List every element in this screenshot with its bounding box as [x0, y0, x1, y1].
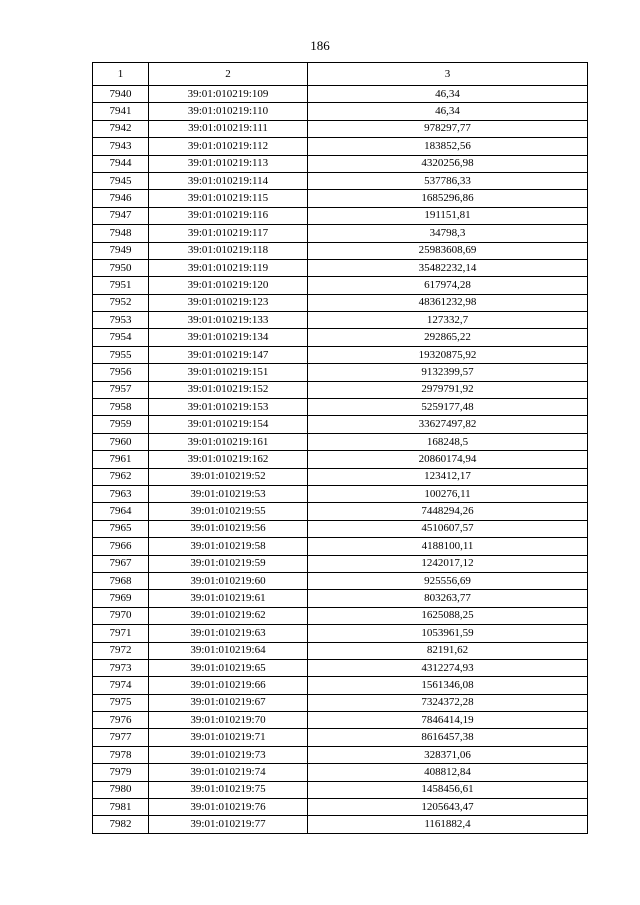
cadastral-number-cell: 39:01:010219:154 — [149, 416, 308, 433]
table-row — [93, 694, 588, 711]
table-row — [93, 207, 588, 224]
value-cell: 7846414,19 — [308, 712, 588, 729]
cadastral-number-cell: 39:01:010219:118 — [149, 242, 308, 259]
cadastral-number-cell: 39:01:010219:65 — [149, 659, 308, 676]
row-number-cell: 7961 — [93, 451, 149, 468]
value-cell: 35482232,14 — [308, 259, 588, 276]
cadastral-number-cell: 39:01:010219:161 — [149, 433, 308, 450]
table-row — [93, 520, 588, 537]
cadastral-number-cell: 39:01:010219:75 — [149, 781, 308, 798]
value-cell: 46,34 — [308, 103, 588, 120]
row-number-cell: 7956 — [93, 364, 149, 381]
row-number-cell: 7955 — [93, 346, 149, 363]
table-row — [93, 190, 588, 207]
table-row — [93, 138, 588, 155]
value-cell: 5259177,48 — [308, 399, 588, 416]
cadastral-number-cell: 39:01:010219:152 — [149, 381, 308, 398]
cadastral-number-cell: 39:01:010219:113 — [149, 155, 308, 172]
cadastral-number-cell: 39:01:010219:147 — [149, 346, 308, 363]
cadastral-number-cell: 39:01:010219:120 — [149, 277, 308, 294]
cadastral-number-cell: 39:01:010219:59 — [149, 555, 308, 572]
table-row — [93, 781, 588, 798]
row-number-cell: 7942 — [93, 120, 149, 137]
table-row — [93, 242, 588, 259]
cadastral-number-cell: 39:01:010219:117 — [149, 225, 308, 242]
table-row — [93, 642, 588, 659]
value-cell: 1205643,47 — [308, 799, 588, 816]
row-number-cell: 7970 — [93, 607, 149, 624]
table-row — [93, 155, 588, 172]
table-row — [93, 259, 588, 276]
row-number-cell: 7967 — [93, 555, 149, 572]
table-row — [93, 607, 588, 624]
cadastral-number-cell: 39:01:010219:63 — [149, 625, 308, 642]
table-row — [93, 329, 588, 346]
cadastral-number-cell: 39:01:010219:133 — [149, 312, 308, 329]
cadastral-number-cell: 39:01:010219:61 — [149, 590, 308, 607]
value-cell: 537786,33 — [308, 172, 588, 189]
table-row — [93, 120, 588, 137]
cadastral-number-cell: 39:01:010219:76 — [149, 799, 308, 816]
cadastral-number-cell: 39:01:010219:119 — [149, 259, 308, 276]
table-row — [93, 86, 588, 103]
cadastral-number-cell: 39:01:010219:109 — [149, 86, 308, 103]
row-number-cell: 7979 — [93, 764, 149, 781]
value-cell: 1053961,59 — [308, 625, 588, 642]
row-number-cell: 7960 — [93, 433, 149, 450]
table-row — [93, 381, 588, 398]
cadastral-number-cell: 39:01:010219:67 — [149, 694, 308, 711]
row-number-cell: 7969 — [93, 590, 149, 607]
table-body — [93, 86, 588, 834]
row-number-cell: 7941 — [93, 103, 149, 120]
cadastral-number-cell: 39:01:010219:153 — [149, 399, 308, 416]
data-table — [92, 62, 588, 834]
value-cell: 168248,5 — [308, 433, 588, 450]
table-row — [93, 799, 588, 816]
table-row — [93, 399, 588, 416]
table-row — [93, 712, 588, 729]
value-cell: 4312274,93 — [308, 659, 588, 676]
cadastral-number-cell: 39:01:010219:55 — [149, 503, 308, 520]
row-number-cell: 7975 — [93, 694, 149, 711]
cadastral-number-cell: 39:01:010219:74 — [149, 764, 308, 781]
row-number-cell: 7980 — [93, 781, 149, 798]
table-header — [93, 63, 588, 86]
cadastral-number-cell: 39:01:010219:151 — [149, 364, 308, 381]
row-number-cell: 7946 — [93, 190, 149, 207]
cadastral-number-cell: 39:01:010219:56 — [149, 520, 308, 537]
row-number-cell: 7974 — [93, 677, 149, 694]
cadastral-number-cell: 39:01:010219:60 — [149, 572, 308, 589]
table-row — [93, 729, 588, 746]
row-number-cell: 7954 — [93, 329, 149, 346]
cadastral-number-cell: 39:01:010219:110 — [149, 103, 308, 120]
cadastral-number-cell: 39:01:010219:62 — [149, 607, 308, 624]
table-row — [93, 225, 588, 242]
row-number-cell: 7982 — [93, 816, 149, 833]
cadastral-number-cell: 39:01:010219:114 — [149, 172, 308, 189]
row-number-cell: 7952 — [93, 294, 149, 311]
column-header-2: 2 — [149, 63, 308, 86]
cadastral-number-cell: 39:01:010219:134 — [149, 329, 308, 346]
value-cell: 100276,11 — [308, 485, 588, 502]
table-row — [93, 468, 588, 485]
table-row — [93, 659, 588, 676]
cadastral-number-cell: 39:01:010219:123 — [149, 294, 308, 311]
row-number-cell: 7981 — [93, 799, 149, 816]
cadastral-number-cell: 39:01:010219:116 — [149, 207, 308, 224]
cadastral-number-cell: 39:01:010219:112 — [149, 138, 308, 155]
table-row — [93, 416, 588, 433]
value-cell: 20860174,94 — [308, 451, 588, 468]
row-number-cell: 7962 — [93, 468, 149, 485]
value-cell: 46,34 — [308, 86, 588, 103]
row-number-cell: 7972 — [93, 642, 149, 659]
row-number-cell: 7945 — [93, 172, 149, 189]
table-row — [93, 485, 588, 502]
table-row — [93, 625, 588, 642]
table-row — [93, 277, 588, 294]
value-cell: 328371,06 — [308, 746, 588, 763]
cadastral-number-cell: 39:01:010219:73 — [149, 746, 308, 763]
value-cell: 7448294,26 — [308, 503, 588, 520]
row-number-cell: 7963 — [93, 485, 149, 502]
header-row — [93, 63, 588, 86]
cadastral-number-cell: 39:01:010219:111 — [149, 120, 308, 137]
value-cell: 123412,17 — [308, 468, 588, 485]
table-row — [93, 364, 588, 381]
row-number-cell: 7959 — [93, 416, 149, 433]
table-row — [93, 816, 588, 833]
table-row — [93, 590, 588, 607]
value-cell: 9132399,57 — [308, 364, 588, 381]
table-row — [93, 312, 588, 329]
value-cell: 1625088,25 — [308, 607, 588, 624]
value-cell: 925556,69 — [308, 572, 588, 589]
value-cell: 25983608,69 — [308, 242, 588, 259]
value-cell: 292865,22 — [308, 329, 588, 346]
column-header-1: 1 — [93, 63, 149, 86]
row-number-cell: 7964 — [93, 503, 149, 520]
column-header-3: 3 — [308, 63, 588, 86]
table-row — [93, 172, 588, 189]
table-row — [93, 103, 588, 120]
cadastral-number-cell: 39:01:010219:70 — [149, 712, 308, 729]
row-number-cell: 7965 — [93, 520, 149, 537]
row-number-cell: 7977 — [93, 729, 149, 746]
value-cell: 4188100,11 — [308, 538, 588, 555]
value-cell: 183852,56 — [308, 138, 588, 155]
value-cell: 1685296,86 — [308, 190, 588, 207]
row-number-cell: 7948 — [93, 225, 149, 242]
row-number-cell: 7957 — [93, 381, 149, 398]
row-number-cell: 7958 — [93, 399, 149, 416]
cadastral-number-cell: 39:01:010219:52 — [149, 468, 308, 485]
value-cell: 4510607,57 — [308, 520, 588, 537]
value-cell: 1561346,08 — [308, 677, 588, 694]
row-number-cell: 7968 — [93, 572, 149, 589]
value-cell: 8616457,38 — [308, 729, 588, 746]
cadastral-number-cell: 39:01:010219:77 — [149, 816, 308, 833]
row-number-cell: 7949 — [93, 242, 149, 259]
page-number: 186 — [310, 38, 330, 53]
cadastral-number-cell: 39:01:010219:58 — [149, 538, 308, 555]
value-cell: 48361232,98 — [308, 294, 588, 311]
value-cell: 408812,84 — [308, 764, 588, 781]
table-row — [93, 538, 588, 555]
cadastral-number-cell: 39:01:010219:71 — [149, 729, 308, 746]
value-cell: 4320256,98 — [308, 155, 588, 172]
table-row — [93, 677, 588, 694]
table-row — [93, 451, 588, 468]
value-cell: 2979791,92 — [308, 381, 588, 398]
cadastral-number-cell: 39:01:010219:53 — [149, 485, 308, 502]
value-cell: 1161882,4 — [308, 816, 588, 833]
table-row — [93, 572, 588, 589]
cadastral-number-cell: 39:01:010219:64 — [149, 642, 308, 659]
table-row — [93, 555, 588, 572]
row-number-cell: 7951 — [93, 277, 149, 294]
row-number-cell: 7947 — [93, 207, 149, 224]
row-number-cell: 7943 — [93, 138, 149, 155]
row-number-cell: 7978 — [93, 746, 149, 763]
value-cell: 127332,7 — [308, 312, 588, 329]
table-row — [93, 503, 588, 520]
value-cell: 33627497,82 — [308, 416, 588, 433]
table-row — [93, 433, 588, 450]
value-cell: 19320875,92 — [308, 346, 588, 363]
row-number-cell: 7950 — [93, 259, 149, 276]
value-cell: 978297,77 — [308, 120, 588, 137]
cadastral-number-cell: 39:01:010219:115 — [149, 190, 308, 207]
cadastral-number-cell: 39:01:010219:66 — [149, 677, 308, 694]
value-cell: 1458456,61 — [308, 781, 588, 798]
value-cell: 82191,62 — [308, 642, 588, 659]
value-cell: 34798,3 — [308, 225, 588, 242]
row-number-cell: 7976 — [93, 712, 149, 729]
row-number-cell: 7953 — [93, 312, 149, 329]
table-row — [93, 764, 588, 781]
row-number-cell: 7973 — [93, 659, 149, 676]
value-cell: 191151,81 — [308, 207, 588, 224]
value-cell: 1242017,12 — [308, 555, 588, 572]
row-number-cell: 7940 — [93, 86, 149, 103]
row-number-cell: 7971 — [93, 625, 149, 642]
value-cell: 7324372,28 — [308, 694, 588, 711]
cadastral-number-cell: 39:01:010219:162 — [149, 451, 308, 468]
row-number-cell: 7966 — [93, 538, 149, 555]
table-row — [93, 346, 588, 363]
table-row — [93, 294, 588, 311]
value-cell: 617974,28 — [308, 277, 588, 294]
table-row — [93, 746, 588, 763]
value-cell: 803263,77 — [308, 590, 588, 607]
row-number-cell: 7944 — [93, 155, 149, 172]
